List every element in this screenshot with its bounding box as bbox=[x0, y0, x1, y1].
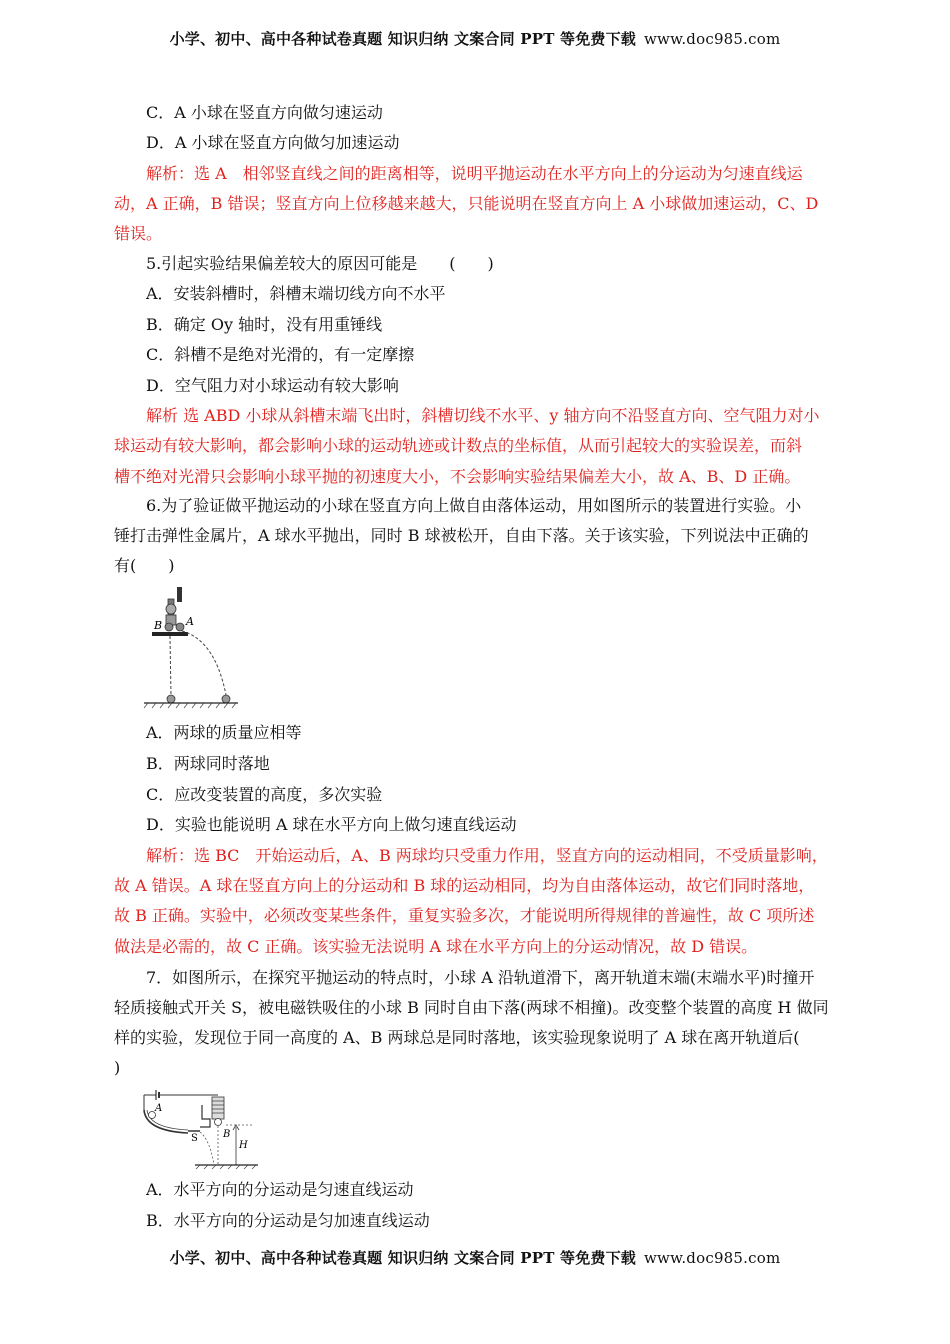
q4-option-c: C．A 小球在竖直方向做匀速运动 bbox=[146, 103, 383, 122]
q6-analysis-line: 故 A 错误。A 球在竖直方向上的分运动和 B 球的运动相同，均为自由落体运动，故它们同时落地， bbox=[114, 876, 815, 895]
q6-stem-line: 有( ) bbox=[114, 556, 175, 575]
q7-option-b: B．水平方向的分运动是匀加速直线运动 bbox=[146, 1211, 430, 1230]
page-footer bbox=[0, 1247, 950, 1268]
q6-option-a: A．两球的质量应相等 bbox=[146, 723, 302, 742]
q5-analysis-line: 解析 选 ABD 小球从斜槽末端飞出时，斜槽切线不水平、y 轴方向不沿竖直方向、空气阻力对小 bbox=[146, 406, 820, 425]
q6-option-d: D．实验也能说明 A 球在水平方向上做匀速直线运动 bbox=[146, 815, 517, 834]
switch-frame bbox=[200, 1105, 210, 1127]
q6-analysis-line: 解析：选 BC 开始运动后，A、B 两球均只受重力作用，竖直方向的运动相同，不受质量影响， bbox=[146, 846, 828, 865]
q5-analysis-line: 槽不绝对光滑只会影响小球平抛的初速度大小，不会影响实验结果偏差大小，故 A、B、D 正确。 bbox=[114, 467, 801, 486]
q5-stem: 5.引起实验结果偏差较大的原因可能是 ( ) bbox=[146, 254, 494, 273]
ball-b-landed bbox=[167, 695, 175, 703]
q6-apparatus-figure bbox=[140, 585, 240, 710]
label-b: B bbox=[154, 619, 163, 632]
footer-url: www.doc985.com bbox=[644, 1249, 781, 1267]
q4-analysis-line: 动，A 正确，B 错误；竖直方向上位移越来越大，只能说明在竖直方向上 A 小球做加速运动，C、D bbox=[114, 194, 819, 213]
q6-analysis-line: 故 B 正确。实验中，必须改变某些条件，重复实验多次，才能说明所得规律的普遍性，故 C 项所述 bbox=[114, 906, 815, 925]
q4-analysis-line: 错误。 bbox=[114, 224, 163, 243]
q5-option-a: A．安装斜槽时，斜槽末端切线方向不水平 bbox=[146, 284, 446, 303]
ball-b bbox=[215, 1119, 222, 1126]
label-b: B bbox=[223, 1129, 231, 1140]
ball-a-landed bbox=[222, 695, 230, 703]
ball-b bbox=[165, 623, 173, 631]
a-trajectory bbox=[182, 631, 226, 695]
q5-option-b: B．确定 Oy 轴时，没有用重锤线 bbox=[146, 315, 383, 334]
q4-analysis-line: 解析：选 A 相邻竖直线之间的距离相等，说明平抛运动在水平方向上的分运动为匀速直线运 bbox=[146, 164, 803, 183]
header-url: www.doc985.com bbox=[644, 30, 781, 48]
ground-hatching bbox=[144, 703, 236, 708]
hammer bbox=[166, 604, 176, 614]
hammer-handle bbox=[177, 587, 182, 602]
label-h: H bbox=[239, 1140, 248, 1151]
q4-option-d: D．A 小球在竖直方向做匀加速运动 bbox=[146, 133, 400, 152]
a-trajectory bbox=[200, 1132, 214, 1165]
electromagnet bbox=[212, 1097, 224, 1119]
q6-option-c: C．应改变装置的高度，多次实验 bbox=[146, 785, 383, 804]
q7-option-a: A．水平方向的分运动是匀速直线运动 bbox=[146, 1180, 414, 1199]
footer-text: 小学、初中、高中各种试卷真题 知识归纳 文案合同 PPT 等免费下载 bbox=[169, 1249, 636, 1267]
q7-stem-line: 轻质接触式开关 S，被电磁铁吸住的小球 B 同时自由下落(两球不相撞)。改变整个装置的高度 H 做同 bbox=[114, 998, 829, 1017]
ball-a bbox=[176, 623, 184, 631]
label-a: A bbox=[186, 615, 194, 628]
q6-option-b: B．两球同时落地 bbox=[146, 754, 270, 773]
q5-option-d: D．空气阻力对小球运动有较大影响 bbox=[146, 376, 399, 395]
page-header bbox=[0, 28, 950, 49]
q7-stem-line: 样的实验，发现位于同一高度的 A、B 两球总是同时落地，该实验现象说明了 A 球在离开轨道后( bbox=[114, 1028, 800, 1047]
q5-analysis-line: 球运动有较大影响，都会影响小球的运动轨迹或计数点的坐标值，从而引起较大的实验误差，而斜 bbox=[114, 436, 803, 455]
b-path bbox=[170, 636, 171, 697]
label-a: A bbox=[155, 1103, 163, 1114]
header-text: 小学、初中、高中各种试卷真题 知识归纳 文案合同 PPT 等免费下载 bbox=[169, 30, 636, 48]
q7-stem-line: 7．如图所示，在探究平抛运动的特点时，小球 A 沿轨道滑下，离开轨道末端(末端水平)时撞开 bbox=[146, 968, 815, 987]
base-platform bbox=[152, 632, 188, 636]
q5-option-c: C．斜槽不是绝对光滑的，有一定摩擦 bbox=[146, 345, 415, 364]
q6-analysis-line: 做法是必需的，故 C 正确。该实验无法说明 A 球在水平方向上的分运动情况，故 D 错误。 bbox=[114, 937, 758, 956]
q6-stem-line: 锤打击弹性金属片，A 球水平抛出，同时 B 球被松开，自由下落。关于该实验，下列说法中正确的 bbox=[114, 526, 809, 545]
label-s: S bbox=[191, 1133, 198, 1144]
q6-stem-line: 6.为了验证做平抛运动的小球在竖直方向上做自由落体运动，用如图所示的装置进行实验。小 bbox=[146, 496, 802, 515]
q7-apparatus-figure bbox=[140, 1085, 260, 1170]
q7-stem-line: ) bbox=[114, 1058, 121, 1077]
